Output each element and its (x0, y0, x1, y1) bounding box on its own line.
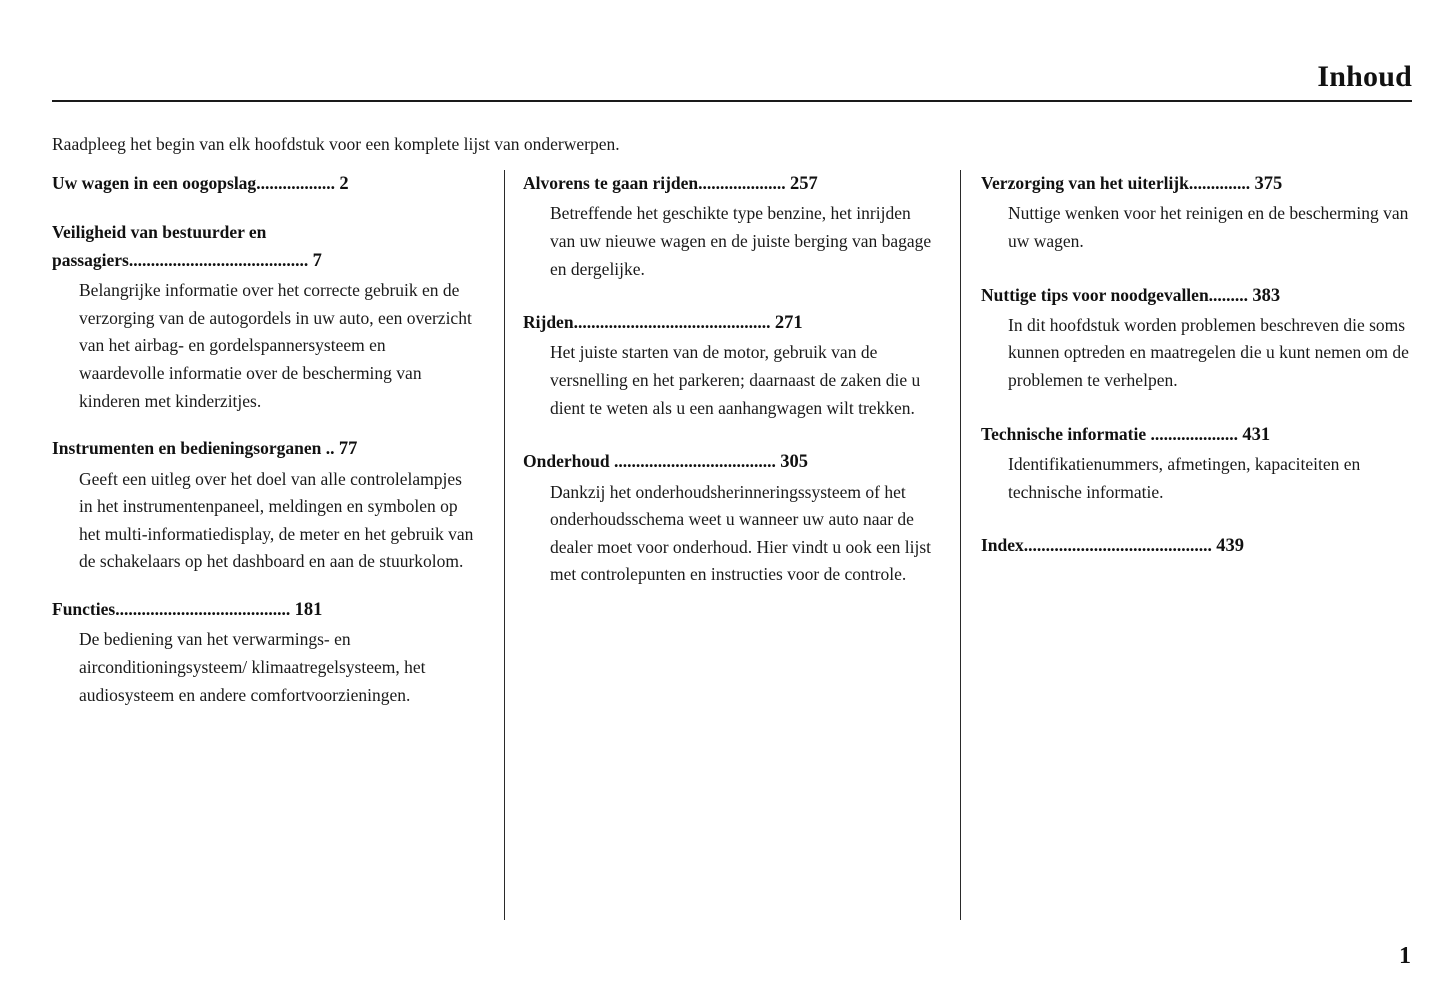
toc-entry-description: Belangrijke informatie over het correcte gebruik en de verzorging van de autogordels in uw auto, een overzicht van het airbag- en gordelspannersysteem en waardevolle informatie over de bescherming van kinderen met kinderzitjes. (79, 280, 472, 411)
page-title: Inhoud (1317, 60, 1412, 93)
toc-entry[interactable] (52, 219, 474, 415)
toc-columns (52, 170, 1412, 920)
toc-column-3 (960, 170, 1412, 920)
toc-column-2 (504, 170, 960, 920)
toc-page-number: 7 (312, 250, 322, 271)
intro-text: Raadpleeg het begin van elk hoofdstuk voor een komplete lijst van onderwerpen. (52, 134, 620, 154)
toc-entry-description: Identifikatienummers, afmetingen, kapaciteiten en technische informatie. (1008, 453, 1361, 502)
toc-page-number: 257 (790, 174, 818, 194)
toc-column-1 (52, 170, 504, 920)
toc-entry-title: Veiligheid van bestuurder en passagiers (52, 222, 267, 270)
toc-page-number: 439 (1216, 536, 1245, 557)
toc-leader-dots: ........................................ (115, 599, 291, 620)
toc-entry-description: Nuttige wenken voor het reinigen en de bescherming van uw wagen. (1008, 203, 1409, 251)
toc-entry-heading (981, 170, 1412, 199)
toc-entry-title: Instrumenten en bedieningsorganen (52, 438, 322, 459)
toc-entry-title: Verzorging van het uiterlijk (981, 173, 1189, 193)
toc-entry-heading (52, 219, 474, 276)
toc-entry-title: Functies (52, 599, 116, 620)
toc-entry[interactable] (52, 170, 474, 199)
toc-leader-dots: ......... (1208, 284, 1249, 305)
toc-page-number: 2 (339, 174, 349, 194)
toc-leader-dots: .................. (256, 173, 335, 193)
toc-entry-description: Het juiste starten van de motor, gebruik van de versnelling en het parkeren; daarnaast de zaken die u dient te weten als u een aanhangwagen wilt trekken. (550, 342, 921, 418)
toc-leader-dots: ......................................... (128, 249, 309, 270)
toc-entry-title: Technische informatie (981, 423, 1147, 444)
toc-entry[interactable] (52, 435, 474, 576)
toc-entry[interactable] (523, 448, 932, 589)
toc-entry-description: Betreffende het geschikte type benzine, het inrijden van uw nieuwe wagen en de juiste berging van bagage en dergelijke. (550, 203, 932, 279)
toc-entry-title: Index (981, 535, 1024, 556)
toc-entry-heading (523, 309, 932, 338)
toc-entry-description: Geeft een uitleg over het doel van alle controlelampjes in het instrumentenpaneel, meldingen en symbolen op het multi-informatiedisplay, de meter en het gebruik van de schakelaars op het dashboard en aan de stuurkolom. (79, 468, 474, 572)
toc-entry[interactable] (52, 596, 474, 709)
toc-entry[interactable] (981, 282, 1412, 395)
toc-entry-description: Dankzij het onderhoudsherinneringssysteem of het onderhoudsschema weet u wanneer uw auto naar de dealer moet voor onderhoud. Hier vindt u ook een lijst met controlepunten en instructies voor de controle. (550, 481, 932, 585)
toc-page-number: 431 (1242, 424, 1271, 445)
header-divider (52, 100, 1412, 102)
toc-entry-title: Nuttige tips voor noodgevallen (981, 284, 1209, 305)
toc-page-number: 181 (294, 600, 323, 621)
toc-entry-heading (981, 282, 1412, 311)
toc-entry[interactable] (981, 532, 1412, 561)
toc-leader-dots: ........................................... (1023, 535, 1212, 556)
toc-leader-dots: ..................................... (613, 451, 776, 472)
toc-entry[interactable] (981, 421, 1412, 507)
toc-entry-description: De bediening van het verwarmings- en airconditioningsysteem/ klimaatregelsysteem, het audiosysteem en andere comfortvoorzieningen. (79, 629, 426, 705)
toc-entry-heading (981, 421, 1412, 450)
toc-entry-heading (52, 170, 474, 199)
toc-page-number: 305 (780, 452, 808, 473)
toc-page-number: 271 (774, 313, 803, 334)
toc-entry-title: Onderhoud (523, 451, 610, 472)
toc-leader-dots: .............. (1188, 173, 1251, 193)
toc-leader-dots: .................... (1150, 423, 1238, 444)
toc-entry-heading (523, 170, 932, 199)
toc-entry-heading (52, 435, 474, 464)
toc-leader-dots: .................... (698, 173, 786, 193)
toc-entry-heading (981, 532, 1412, 561)
toc-entry-heading (52, 596, 474, 625)
toc-entry-title: Alvorens te gaan rijden (523, 173, 699, 193)
page-header (52, 62, 1412, 112)
toc-leader-dots: ............................................. (573, 312, 771, 333)
toc-entry-description: In dit hoofdstuk worden problemen beschreven die soms kunnen optreden en maatregelen die u kunt nemen om de problemen te verhelpen. (1008, 314, 1409, 390)
toc-page-number: 77 (338, 439, 358, 460)
toc-entry[interactable] (523, 309, 932, 422)
toc-entry[interactable] (981, 170, 1412, 256)
toc-leader-dots: .. (325, 438, 335, 459)
folio-page-number: 1 (1399, 943, 1411, 969)
toc-page-number: 375 (1254, 174, 1283, 194)
toc-entry-heading (523, 448, 932, 477)
toc-entry-title: Rijden (523, 312, 574, 333)
toc-page-number: 383 (1252, 285, 1281, 306)
toc-entry[interactable] (523, 170, 932, 283)
toc-entry-title: Uw wagen in een oogopslag (52, 173, 257, 193)
